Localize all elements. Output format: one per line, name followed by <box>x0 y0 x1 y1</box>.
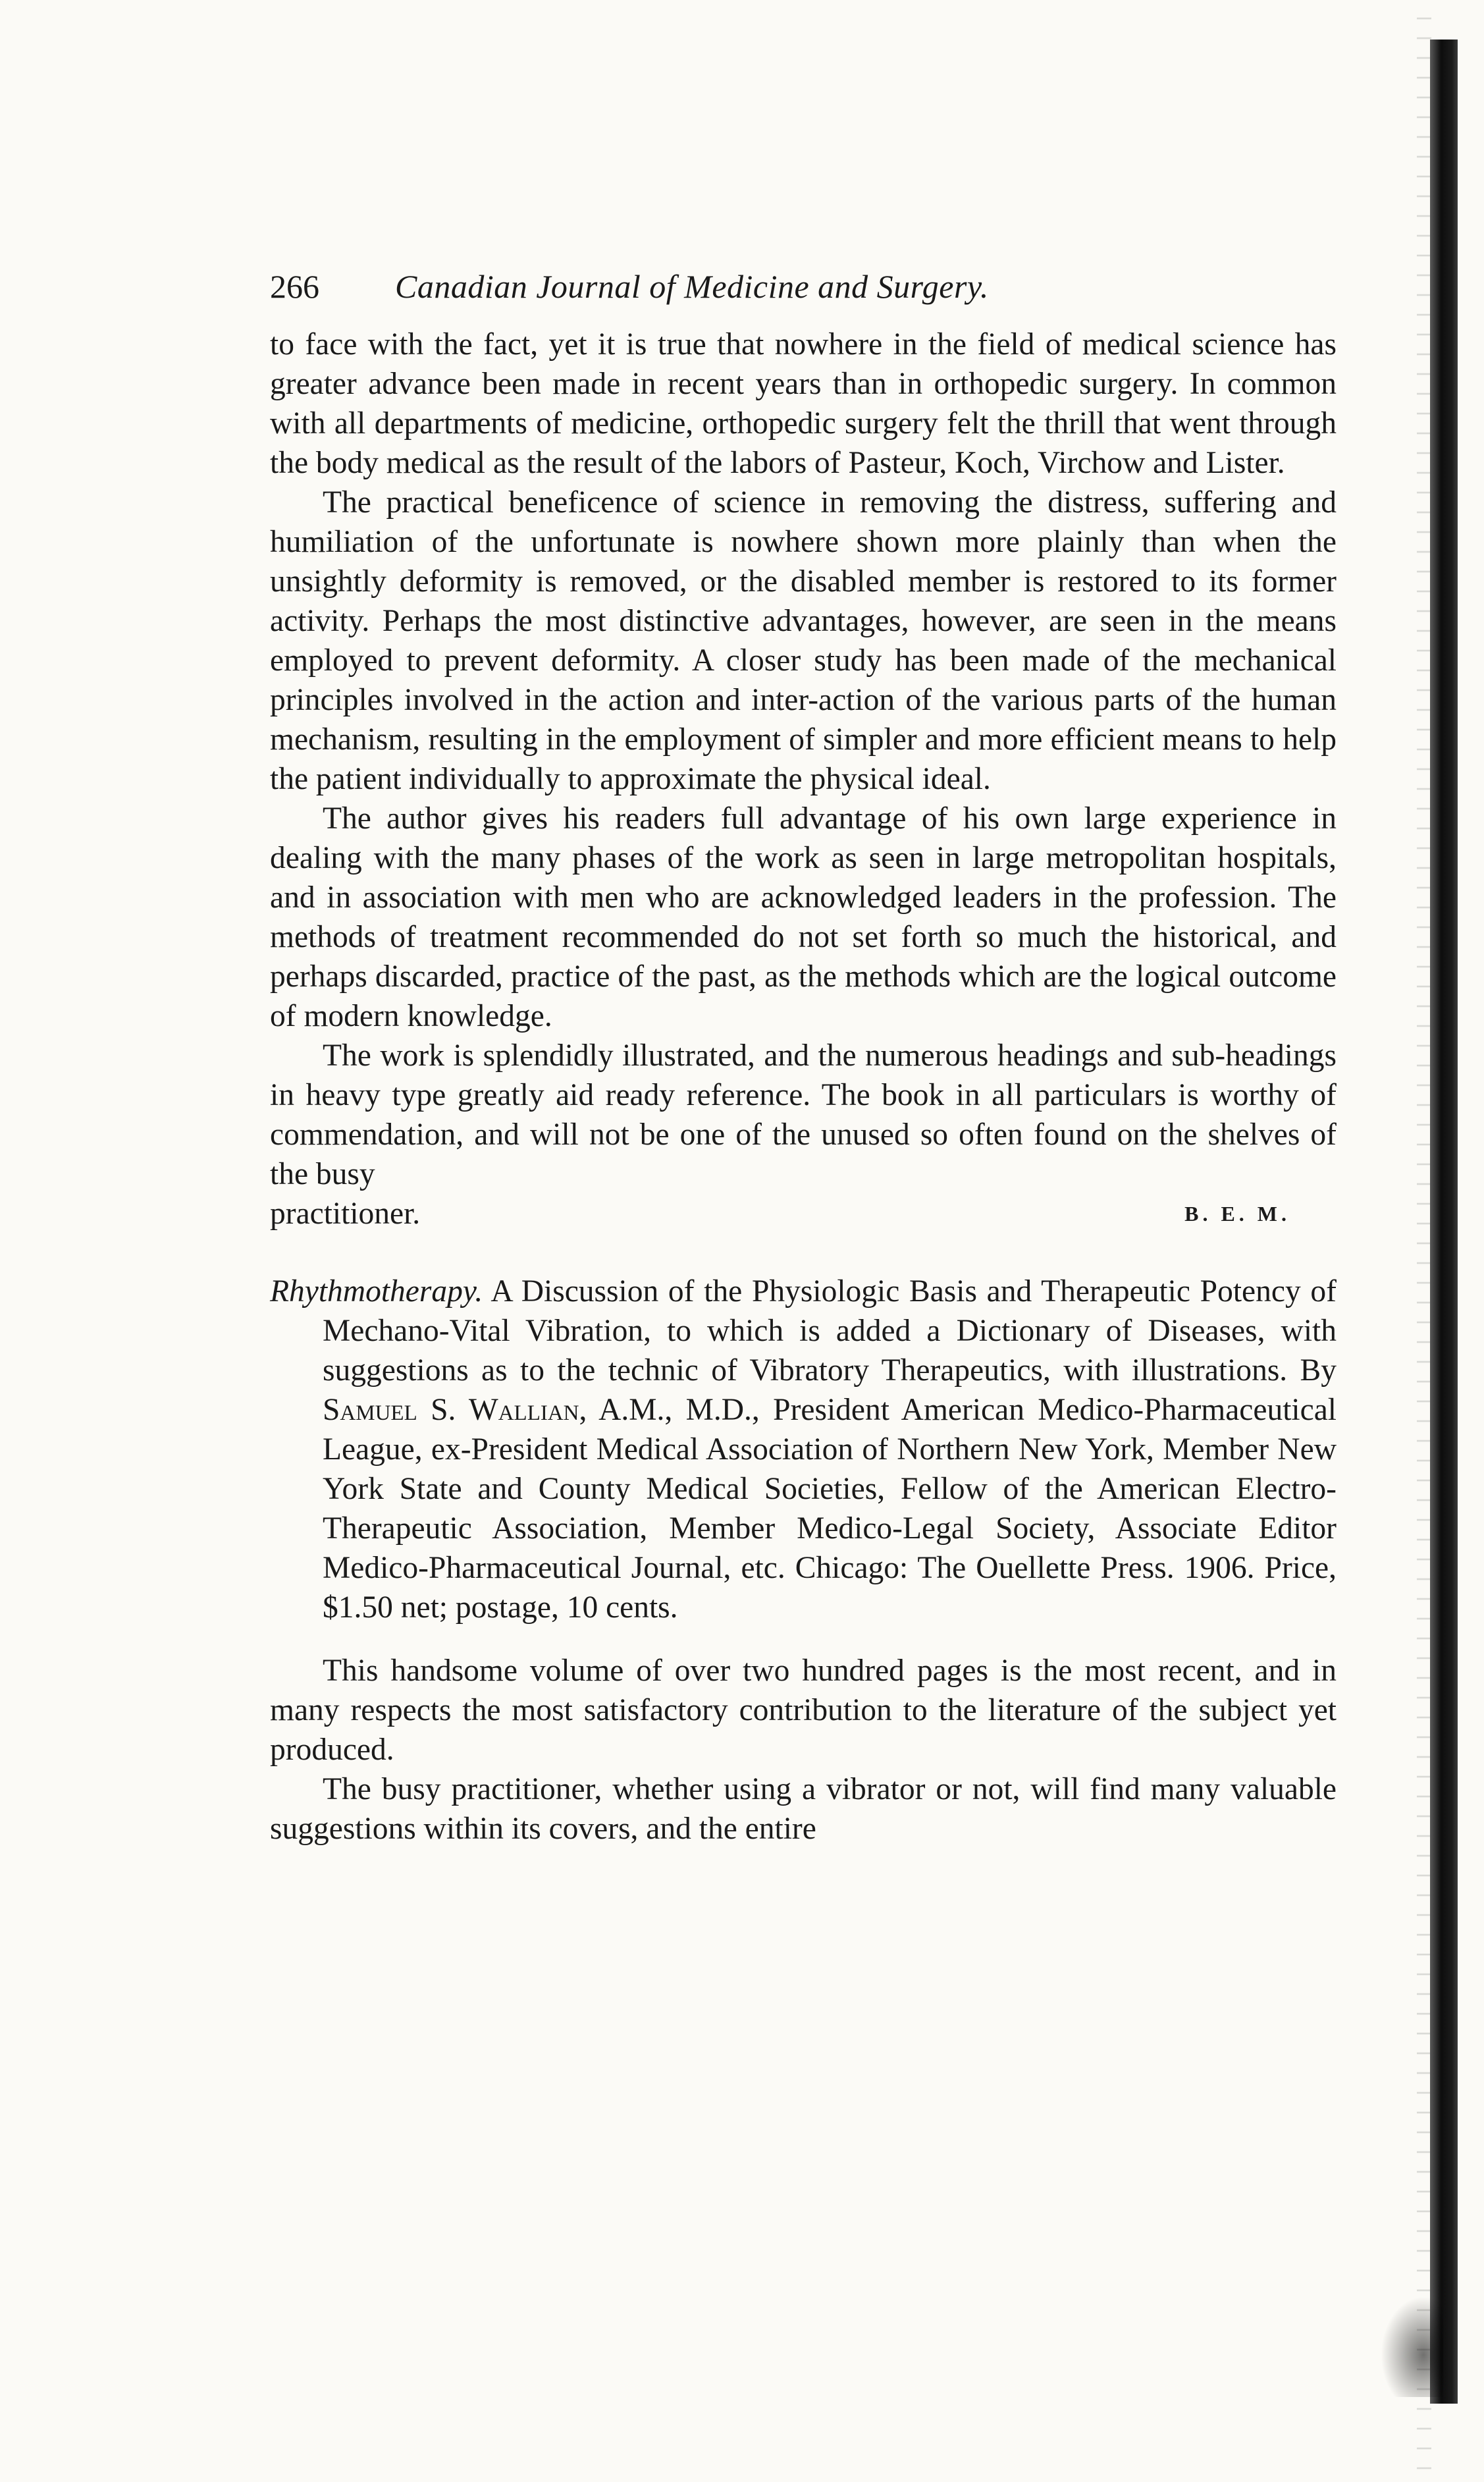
journal-title: Canadian Journal of Medicine and Surgery. <box>395 268 989 305</box>
ink-smudge <box>1377 2292 1443 2397</box>
paragraph-3: The author gives his readers full advantage of his own large experience in dealing with the many phases of the work as seen in large metropolitan hospitals, and in association with men who are acknowledged leaders in the profession. The methods of treatment recommended do not set forth so much the historical, and perhaps discarded, practice of the past, as the methods which are the logical outcome of modern knowledge. <box>270 801 1337 1033</box>
paragraph-4-last-word: practitioner. <box>270 1197 421 1231</box>
running-head <box>270 267 1337 306</box>
paragraph-6: The busy practitioner, whether using a vibrator or not, will find many valuable suggestions within its covers, and the entire <box>270 1772 1337 1846</box>
book-description: A Discussion of the Physiologic Basis and Therapeutic Potency of Mechano-Vital Vibration, to which is added a Dictionary of Diseases, with suggestions as to the technic of Vibratory Therapeutics, with illustrations. By <box>323 1274 1337 1388</box>
page-edge-shadow <box>1417 0 1431 2482</box>
reviewer-initials: B. E. M. <box>1184 1202 1290 1226</box>
page-number: 266 <box>270 268 319 305</box>
paragraph-4: The work is splendidly illustrated, and the numerous headings and sub-headings in heavy type greatly aid ready reference. The book in all particulars is worthy of commendation, and will not be one of the unused so often found on the shelves of the busy <box>270 1039 1337 1191</box>
paragraph-5: This handsome volume of over two hundred pages is the most recent, and in many respects the most satisfactory contribution to the literature of the subject yet produced. <box>270 1654 1337 1767</box>
book-author: Samuel S. Wallian <box>323 1393 579 1427</box>
binding-edge <box>1430 40 1458 2404</box>
page-content <box>270 267 1337 1848</box>
signoff-line <box>270 1194 1337 1233</box>
book-review-entry <box>270 1272 1337 1627</box>
paragraph-1: to face with the fact, yet it is true that nowhere in the field of medical science has greater advance been made in recent years than in orthopedic surgery. In common with all departments of medicine, orthopedic surgery felt the thrill that went through the body medical as the result of the labors of Pasteur, Koch, Virchow and Lister. <box>270 327 1337 480</box>
book-author-details: , A.M., M.D., President American Medico-Pharmaceutical League, ex-President Medical Association of Northern New York, Member New York State and County Medical Societies, Fellow of the American Electro-Therapeutic Association, Member Medico-Legal Society, Associate Editor Medico-Pharmaceutical Journal, etc. Chicago: The Ouellette Press. 1906. Price, $1.50 net; postage, 10 cents. <box>323 1393 1337 1625</box>
paragraph-2: The practical beneficence of science in removing the distress, suffering and humiliation of the unfortunate is nowhere shown more plainly than when the unsightly deformity is removed, or the disabled member is restored to its former activity. Perhaps the most distinctive advantages, however, are seen in the means employed to prevent deformity. A closer study has been made of the mechanical principles involved in the action and inter-action of the various parts of the human mechanism, resulting in the employment of simpler and more efficient means to help the patient individually to approximate the physical ideal. <box>270 485 1337 796</box>
book-title: Rhythmotherapy. <box>270 1274 483 1308</box>
